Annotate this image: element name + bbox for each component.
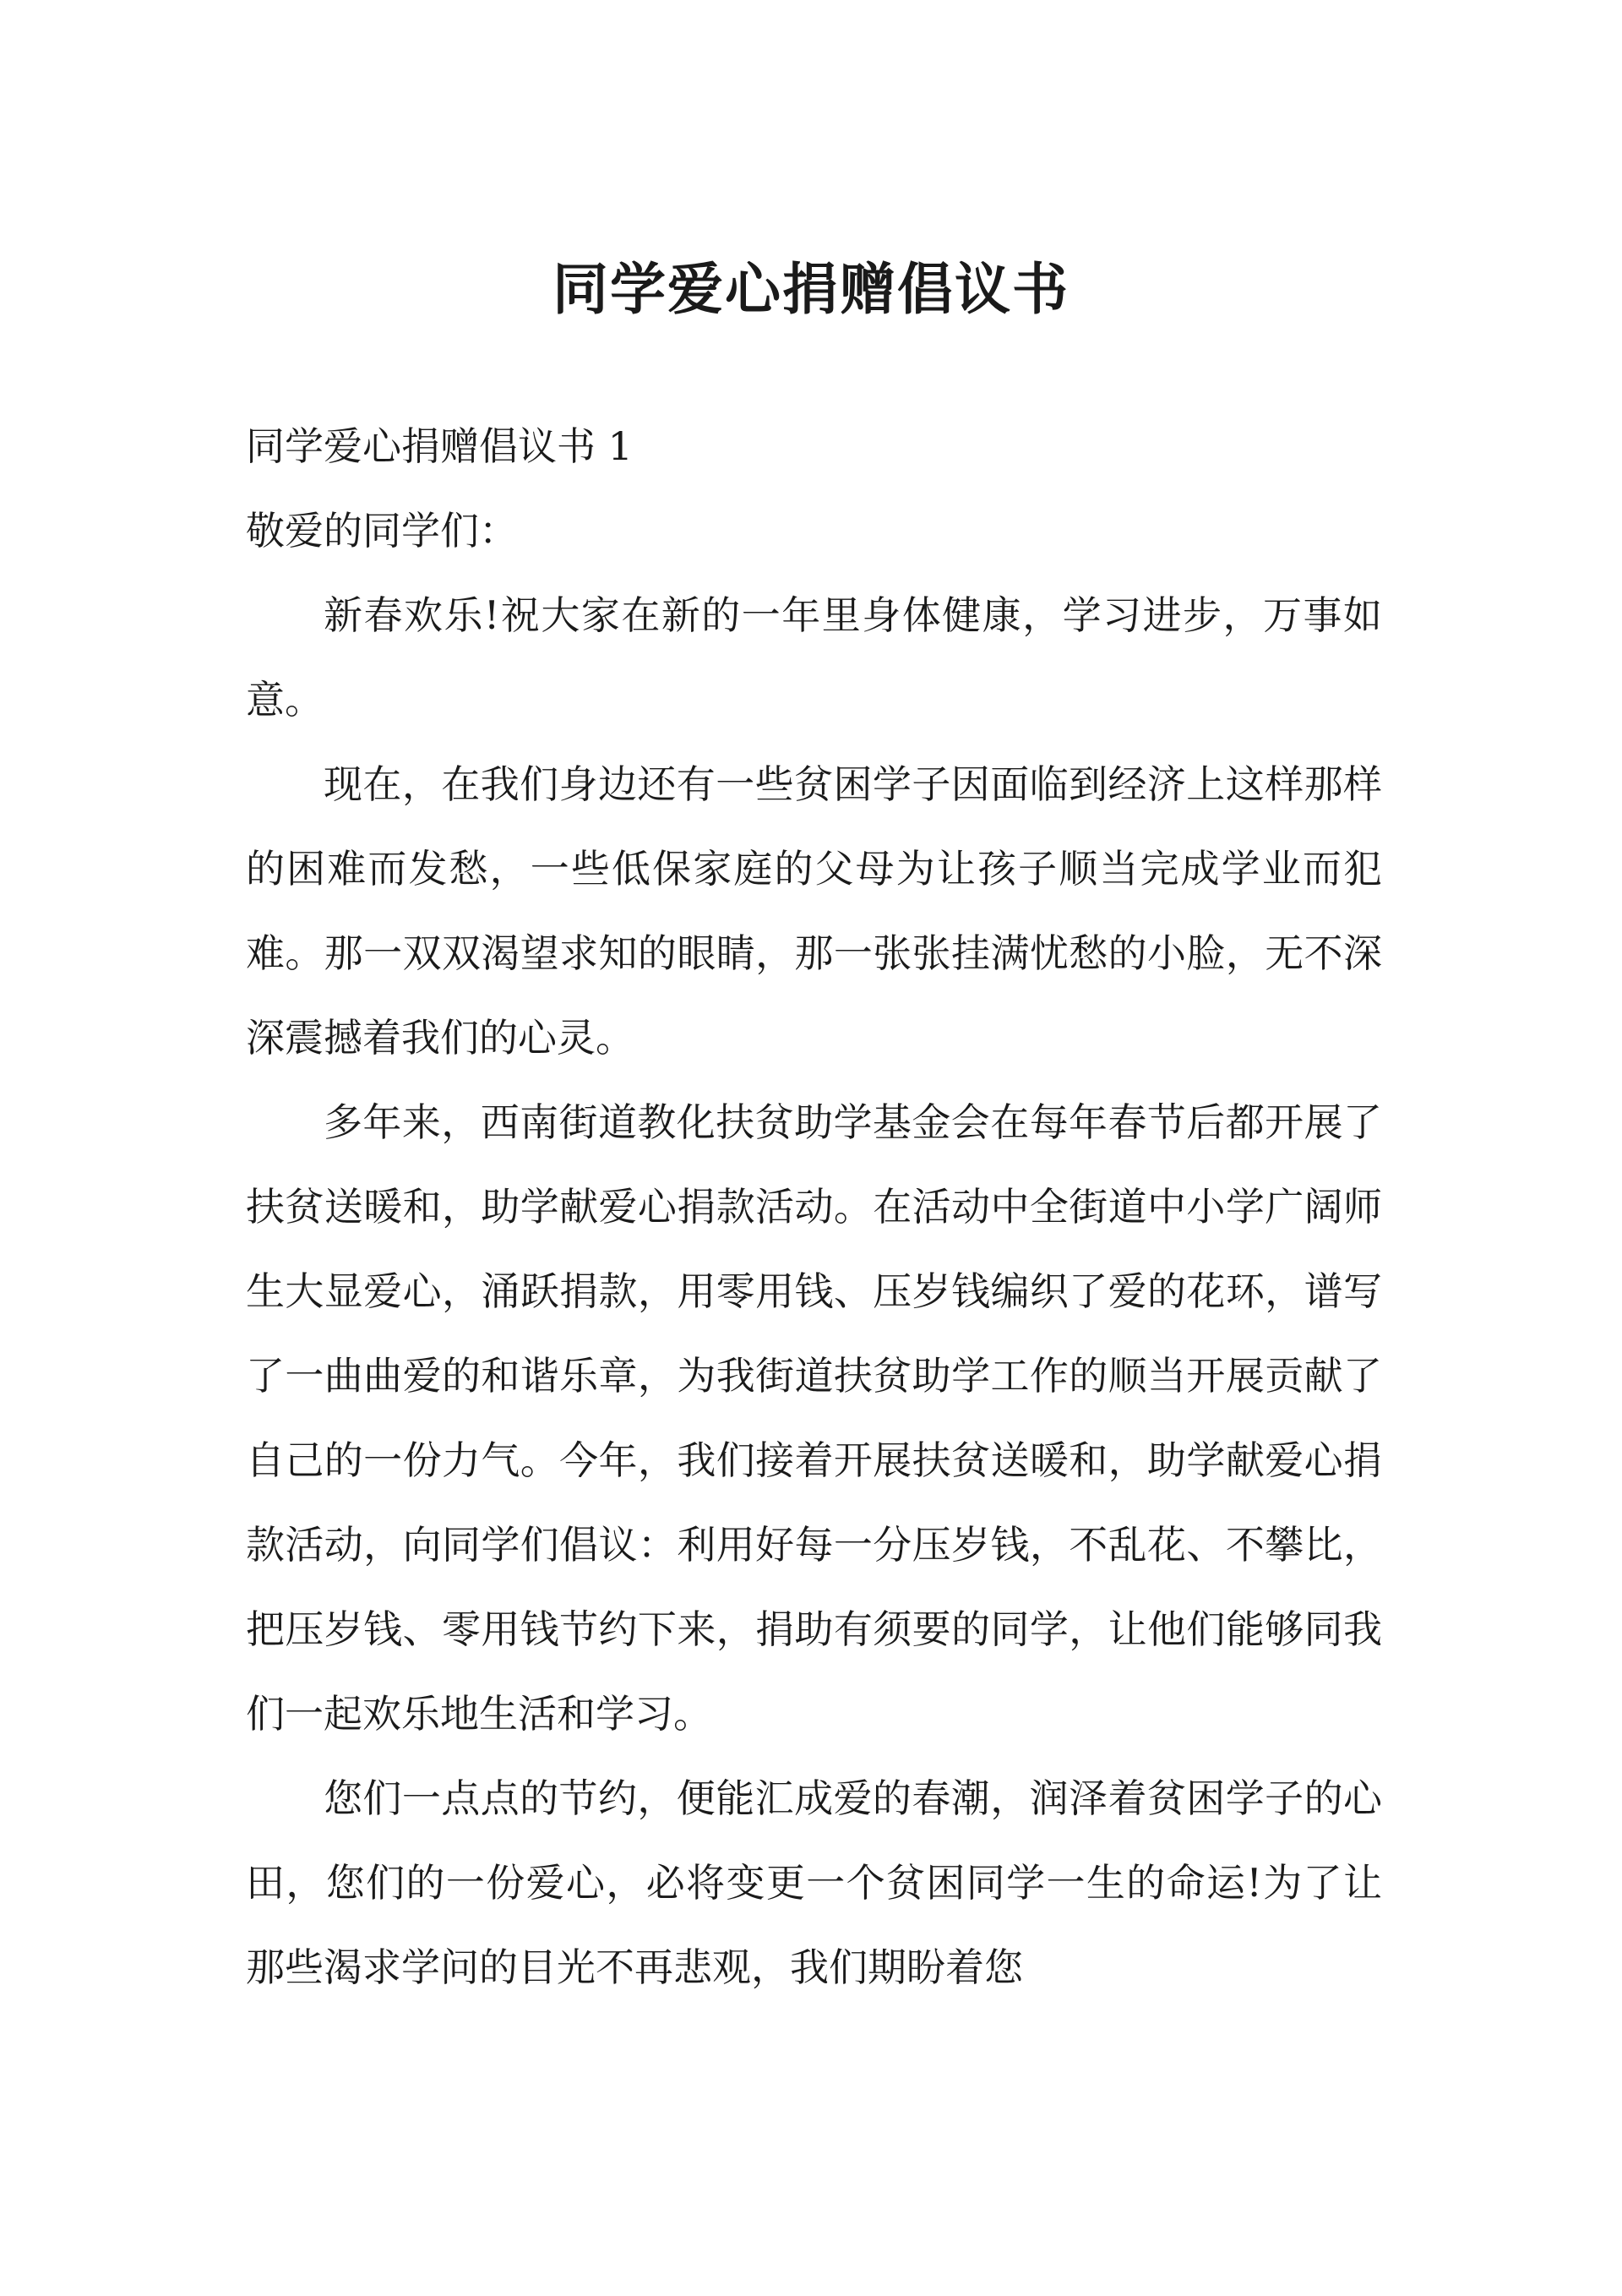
paragraph-hardship: 现在，在我们身边还有一些贫困学子因面临到经济上这样那样的困难而发愁，一些低保家庭的父母为让孩子顺当完成学业而犯难。那一双双渴望求知的眼睛，那一张张挂满忧愁的小脸，无不深深震撼着我们的心灵。 — [246, 761, 1382, 1061]
salutation: 敬爱的同学们： — [246, 508, 518, 554]
section-heading: 同学爱心捐赠倡议书 1 — [246, 423, 633, 469]
document-body — [246, 404, 1382, 2010]
paragraph-appeal: 您们一点点的节约，便能汇成爱的春潮，润泽着贫困学子的心田，您们的一份爱心，必将变更一个贫困同学一生的命运!为了让那些渴求学问的目光不再悲观，我们期盼着您 — [246, 1775, 1382, 1990]
document-title: 同学爱心捐赠倡议书 — [552, 256, 1070, 322]
paragraph-activity: 多年来，西南街道教化扶贫助学基金会在每年春节后都开展了扶贫送暖和，助学献爱心捐款活动。在活动中全街道中小学广阔师生大显爱心，涌跃捐款，用零用钱、压岁钱编织了爱的花环，谱写了一曲曲爱的和谐乐章，为我街道扶贫助学工作的顺当开展贡献了自己的一份力气。今年，我们接着开展扶贫送暖和，助学献爱心捐款活动，向同学们倡议：利用好每一分压岁钱，不乱花、不攀比，把压岁钱、零用钱节约下来，捐助有须要的同学，让他们能够同我们一起欢乐地生活和学习。 — [246, 1099, 1382, 1737]
paragraph-greeting: 新春欢乐!祝大家在新的一年里身体健康，学习进步，万事如意。 — [246, 592, 1382, 723]
